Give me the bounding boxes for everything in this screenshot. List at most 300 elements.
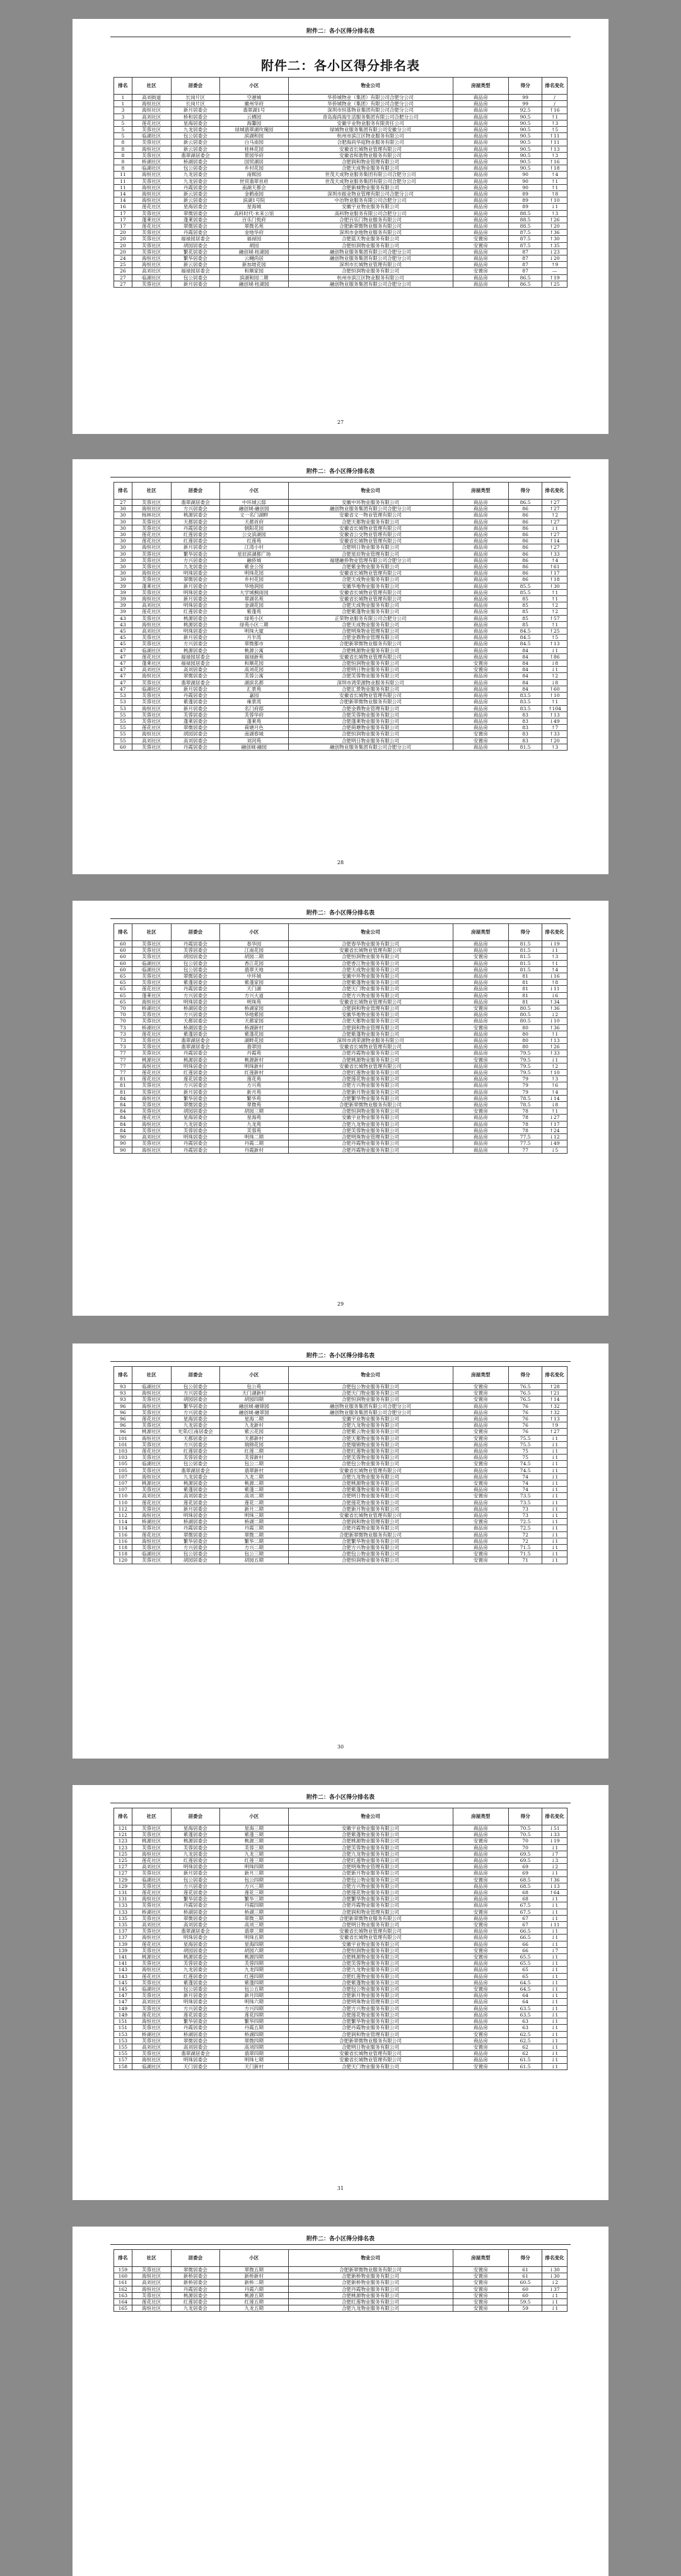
housing-type-cell: 商品房	[453, 686, 508, 692]
score-cell: 79	[509, 1082, 542, 1089]
estate-cell: 九龙五期	[220, 2305, 288, 2312]
committee-cell: 高刘居委会	[171, 1493, 219, 1499]
committee-cell: 丹霞居委会	[171, 986, 219, 992]
estate-cell: 蓬莱苑	[220, 718, 288, 724]
property-company-cell: 合肥瑞锦物业服务有限公司	[288, 1441, 453, 1448]
committee-cell: 福禄园居委会	[171, 236, 219, 242]
estate-cell: 桥湖家园	[220, 1005, 288, 1012]
rank-cell: 60	[114, 744, 132, 750]
housing-type-cell: 商品房	[453, 2037, 508, 2044]
committee-cell: 新月居委会	[171, 635, 219, 641]
community-cell: 高刘社区	[132, 1864, 171, 1870]
community-cell: 芙蓉社区	[132, 1557, 171, 1564]
rank-cell: 53	[114, 705, 132, 711]
committee-cell: 方兴居委会	[171, 1545, 219, 1551]
rank-change-cell: ↑57	[542, 615, 568, 621]
property-company-cell: 安徽中环物业服务有限公司	[288, 500, 453, 506]
score-cell: 85.5	[509, 589, 542, 595]
estate-cell: 明珠七期	[220, 2057, 288, 2063]
table-row	[114, 667, 568, 673]
rank-change-cell: ↑34	[542, 998, 568, 1005]
committee-cell: 翠微居委会	[171, 577, 219, 583]
table-row	[114, 268, 568, 274]
committee-cell: 繁华居委会	[171, 2018, 219, 2025]
score-cell: 71	[509, 1557, 542, 1564]
estate-cell: 方兴三期	[220, 1883, 288, 1889]
rank-cell: 30	[114, 518, 132, 525]
score-cell: 69	[509, 1870, 542, 1876]
estate-cell: 瑞锦花园	[220, 1441, 288, 1448]
community-cell: 临湖社区	[132, 274, 171, 281]
column-header: 居委会	[171, 1808, 219, 1825]
rank-change-cell: ↓1	[542, 1973, 568, 1979]
rank-cell: 30	[114, 570, 132, 577]
committee-cell: 包公居委会	[171, 133, 219, 139]
community-cell: 芙蓉社区	[132, 1082, 171, 1089]
score-cell: 83.5	[509, 693, 542, 699]
property-company-cell: 安徽省长城物业管理有限公司	[288, 525, 453, 531]
property-company-cell: 合肥天都物业服务有限公司	[288, 1435, 453, 1441]
estate-cell: 新月苑	[220, 1089, 288, 1095]
community-cell: 海恒社区	[132, 107, 171, 114]
housing-type-cell: 商品房	[453, 1883, 508, 1889]
rank-cell: 65	[114, 980, 132, 986]
estate-cell: 刘河苑	[220, 737, 288, 744]
table-row	[114, 1935, 568, 1941]
score-cell: 63	[509, 2018, 542, 2025]
property-company-cell: 合肥新翠微物业服务有限公司	[288, 641, 453, 647]
table-row	[114, 274, 568, 281]
housing-type-cell: 商品房	[453, 114, 508, 120]
estate-cell: 金鹤南园	[220, 191, 288, 197]
estate-cell: 大学城桐雨园	[220, 589, 288, 595]
estate-cell: 星海苑	[220, 1115, 288, 1121]
column-header: 社区	[132, 78, 171, 95]
housing-type-cell: 安置房	[453, 731, 508, 737]
table-row	[114, 1076, 568, 1082]
housing-type-cell: 商品房	[453, 172, 508, 178]
housing-type-cell: 商品房	[453, 1844, 508, 1851]
rank-change-cell: ↑25	[542, 281, 568, 287]
column-header: 房屋类型	[453, 78, 508, 95]
rank-change-cell: ↓30	[542, 2273, 568, 2280]
score-cell: 81	[509, 973, 542, 980]
rank-cell: 153	[114, 2037, 132, 2044]
community-cell: 临湖社区	[132, 165, 171, 172]
housing-type-cell: 安置房	[453, 1876, 508, 1883]
rank-change-cell: ↓51	[542, 1825, 568, 1832]
housing-type-cell: 商品房	[453, 1012, 508, 1018]
community-cell: 高刘社区	[132, 1999, 171, 2005]
rank-change-cell: ↑18	[542, 165, 568, 172]
estate-cell: 汇景苑	[220, 686, 288, 692]
committee-cell: 翠微居委会	[171, 1531, 219, 1538]
score-cell: 70	[509, 1838, 542, 1844]
rank-change-cell: ↑2	[542, 609, 568, 615]
rank-cell: 30	[114, 564, 132, 570]
committee-cell: 翡翠湖居委会	[171, 679, 219, 686]
score-cell: 79	[509, 1089, 542, 1095]
score-cell: 64	[509, 1999, 542, 2005]
score-cell: 88.5	[509, 210, 542, 216]
estate-cell: 胡园五期	[220, 1557, 288, 1564]
rank-change-cell: ↓1	[542, 1499, 568, 1506]
committee-cell: 天门居委会	[171, 2063, 219, 2070]
committee-cell: 芙蓉居委会	[171, 1127, 219, 1133]
rank-change-cell: ↑9	[542, 1422, 568, 1429]
committee-cell: 丹霞居委会	[171, 525, 219, 531]
table-row	[114, 1896, 568, 1902]
housing-type-cell: 安置房	[453, 1954, 508, 1960]
rank-cell: 11	[114, 184, 132, 190]
table-row	[114, 184, 568, 190]
community-cell: 芙蓉社区	[132, 551, 171, 557]
rank-change-cell: ↓7	[542, 1947, 568, 1953]
committee-cell: 包公居委会	[171, 1461, 219, 1467]
rank-change-cell: ↑4	[542, 1089, 568, 1095]
score-cell: 83	[509, 725, 542, 731]
community-cell: 芙蓉社区	[132, 589, 171, 595]
rank-change-cell: ↑4	[542, 966, 568, 973]
rank-change-cell: ↑1	[542, 596, 568, 602]
rank-cell: 43	[114, 621, 132, 628]
housing-type-cell: 商品房	[453, 679, 508, 686]
property-company-cell: 合肥方兴物业服务有限公司	[288, 992, 453, 998]
score-cell: 79.5	[509, 1063, 542, 1069]
score-cell: 60	[509, 2292, 542, 2298]
committee-cell: 方兴居委会	[171, 1082, 219, 1089]
committee-cell: 翠微居委会	[171, 1915, 219, 1921]
committee-cell: 星海居委会	[171, 120, 219, 126]
committee-cell: 红莲居委会	[171, 609, 219, 615]
table-row	[114, 230, 568, 236]
community-cell: 海恒社区	[132, 621, 171, 628]
ranking-table	[114, 923, 568, 1154]
housing-type-cell: 商品房	[453, 249, 508, 255]
community-cell: 海恒社区	[132, 1538, 171, 1544]
committee-cell: 高刘居委会	[171, 1922, 219, 1928]
housing-type-cell: 商品房	[453, 1858, 508, 1864]
rank-change-cell: ↑13	[542, 146, 568, 152]
document-title: 附件二：各小区得分排名表	[261, 58, 420, 73]
housing-type-cell: 商品房	[453, 1089, 508, 1095]
community-cell: 海恒社区	[132, 1851, 171, 1857]
score-cell: 87.5	[509, 236, 542, 242]
rank-change-cell: /	[542, 101, 568, 107]
community-cell: 蓬莱社区	[132, 216, 171, 223]
score-cell: 84	[509, 686, 542, 692]
housing-type-cell: 商品房	[453, 1960, 508, 1967]
table-row	[114, 1551, 568, 1557]
rank-cell: 84	[114, 1121, 132, 1127]
score-cell: 88.5	[509, 216, 542, 223]
property-company-cell: 合肥金鼎物业管理有限公司	[288, 705, 453, 711]
property-company-cell: 合肥繁华物业服务有限公司	[288, 2018, 453, 2025]
property-company-cell: 安徽宇业物业服务有限公司	[288, 1115, 453, 1121]
page-number: 29	[337, 1301, 344, 1307]
committee-cell: 方兴居委会	[171, 1012, 219, 1018]
community-cell: 芙蓉社区	[132, 1545, 171, 1551]
housing-type-cell: 商品房	[453, 506, 508, 512]
housing-type-cell: 商品房	[453, 1896, 508, 1902]
housing-type-cell: 商品房	[453, 1825, 508, 1832]
property-company-cell: 安徽华地物业服务有限公司	[288, 583, 453, 589]
rank-cell: 20	[114, 230, 132, 236]
score-cell: 74	[509, 1480, 542, 1487]
rank-change-cell: ↓2	[542, 1864, 568, 1870]
committee-cell: 福禄园居委会	[171, 660, 219, 667]
table-row	[114, 236, 568, 242]
rank-cell: 39	[114, 583, 132, 589]
rank-change-cell: ↑36	[542, 1876, 568, 1883]
rank-cell: 103	[114, 1448, 132, 1455]
table-row	[114, 1986, 568, 1993]
community-cell: 芙蓉社区	[132, 1018, 171, 1024]
community-cell: 海恒社区	[132, 1473, 171, 1480]
table-row	[114, 1089, 568, 1095]
housing-type-cell: 商品房	[453, 596, 508, 602]
score-cell: 78	[509, 1115, 542, 1121]
score-cell: 61.5	[509, 2063, 542, 2070]
estate-cell: 天都家园	[220, 1018, 288, 1024]
property-company-cell: 合肥方兴物业服务有限公司	[288, 1082, 453, 1089]
score-cell: 86.5	[509, 500, 542, 506]
estate-cell: 繁华苑	[220, 1095, 288, 1101]
column-header: 得分	[509, 483, 542, 500]
community-cell: 海恒社区	[132, 2018, 171, 2025]
estate-cell: 丹霞四期	[220, 1902, 288, 1909]
housing-type-cell: 商品房	[453, 146, 508, 152]
housing-type-cell: 商品房	[453, 204, 508, 210]
property-company-cell: 合肥汇景物业服务有限公司	[288, 686, 453, 692]
score-cell: 76.5	[509, 1390, 542, 1396]
table-row	[114, 2025, 568, 2031]
rank-cell: 47	[114, 679, 132, 686]
community-cell: 海恒社区	[132, 596, 171, 602]
score-cell: 81.5	[509, 941, 542, 947]
community-cell: 芙蓉社区	[132, 1870, 171, 1876]
property-company-cell: 绿城物业服务集团有限公司安徽分公司	[288, 127, 453, 133]
rank-change-cell: ↑32	[542, 1403, 568, 1409]
table-row	[114, 2063, 568, 2070]
table-row	[114, 1883, 568, 1889]
rank-change-cell: ↓16	[542, 973, 568, 980]
housing-type-cell: 商品房	[453, 262, 508, 268]
committee-cell: 新桥居委会	[171, 2273, 219, 2280]
ranking-table	[114, 77, 568, 288]
community-cell: 海恒社区	[132, 570, 171, 577]
rank-change-cell: ↑1	[542, 589, 568, 595]
community-cell: 海恒社区	[132, 262, 171, 268]
rank-change-cell: ↑8	[542, 980, 568, 986]
housing-type-cell: 商品房	[453, 699, 508, 705]
community-cell: 高刘社区	[132, 2044, 171, 2050]
estate-cell: 和顺花园	[220, 660, 288, 667]
column-header: 物业公司	[288, 78, 453, 95]
property-company-cell: 安徽省长城物业管理有限公司	[288, 1928, 453, 1935]
column-header: 得分	[509, 1808, 542, 1825]
table-row	[114, 1435, 568, 1441]
score-cell: 89	[509, 197, 542, 204]
table-row	[114, 1993, 568, 1999]
score-cell: 59	[509, 2305, 542, 2312]
housing-type-cell: 安置房	[453, 2063, 508, 2070]
property-company-cell: 合肥新月物业服务有限公司	[288, 1506, 453, 1512]
community-cell: 海恒社区	[132, 1063, 171, 1069]
document-page	[73, 459, 608, 874]
score-cell: 73.5	[509, 1499, 542, 1506]
community-cell: 莲花社区	[132, 1973, 171, 1979]
housing-type-cell: 商品房	[453, 1403, 508, 1409]
estate-cell: 丹霞新村	[220, 1147, 288, 1153]
table-row	[114, 1499, 568, 1506]
estate-cell: 天门湖新村	[220, 1390, 288, 1396]
column-header: 排名	[114, 1808, 132, 1825]
property-company-cell: 合肥新桥物业服务有限公司	[288, 2273, 453, 2280]
committee-cell: 翠微居委会	[171, 673, 219, 679]
community-cell: 芙蓉社区	[132, 718, 171, 724]
committee-cell: 天都居委会	[171, 518, 219, 525]
property-company-cell: 合肥恒润物业服务有限公司	[288, 731, 453, 737]
housing-type-cell: 商品房	[453, 165, 508, 172]
rank-cell: 131	[114, 1896, 132, 1902]
score-cell: 70.5	[509, 1825, 542, 1832]
rank-change-cell: ↑13	[542, 1416, 568, 1422]
community-cell: 桃源社区	[132, 1838, 171, 1844]
committee-cell: 蓬莱居委会	[171, 718, 219, 724]
score-cell: 79.5	[509, 1050, 542, 1057]
rank-cell: 55	[114, 725, 132, 731]
committee-cell: 九龙居委会	[171, 172, 219, 178]
rank-change-cell: ↓1	[542, 1513, 568, 1519]
estate-cell: 翠微都市	[220, 641, 288, 647]
table-row	[114, 506, 568, 512]
score-cell: 83	[509, 718, 542, 724]
page-header: 附件二：各小区得分排名表	[110, 1351, 571, 1362]
column-header: 小区	[220, 483, 288, 500]
estate-cell: 明珠二期	[220, 1134, 288, 1140]
property-company-cell: 合肥新翠微物业服务有限公司	[288, 223, 453, 230]
rank-change-cell: ↓37	[542, 2286, 568, 2292]
table-row	[114, 641, 568, 647]
committee-cell: 繁华居委会	[171, 255, 219, 262]
rank-cell: 165	[114, 2305, 132, 2312]
rank-change-cell: ↓30	[542, 2267, 568, 2273]
estate-cell: 星海二期	[220, 1416, 288, 1422]
table-row	[114, 2051, 568, 2057]
property-company-cell: 合肥芙蓉物业服务有限公司	[288, 1844, 453, 1851]
estate-cell: 乡村花园	[220, 165, 288, 172]
property-company-cell: 深圳市金地物业服务有限公司	[288, 230, 453, 236]
score-cell: 85	[509, 596, 542, 602]
rank-cell: 121	[114, 1832, 132, 1838]
document-page	[73, 19, 608, 434]
rank-cell: 8	[114, 159, 132, 165]
table-row	[114, 191, 568, 197]
rank-cell: 96	[114, 1416, 132, 1422]
housing-type-cell: 商品房	[453, 1525, 508, 1531]
rank-change-cell: ↑7	[542, 725, 568, 731]
property-company-cell: 杭州市滨江区物业服务有限公司	[288, 274, 453, 281]
committee-cell: 桃源居委会	[171, 1057, 219, 1063]
table-row	[114, 570, 568, 577]
community-cell: 芙蓉社区	[132, 947, 171, 954]
rank-cell: 158	[114, 2063, 132, 2070]
committee-cell: 九龙居委会	[171, 2305, 219, 2312]
property-company-cell: 深圳市鸿荣源物业服务有限公司	[288, 679, 453, 686]
score-cell: 86	[509, 551, 542, 557]
property-company-cell: 深圳市鸿荣源物业服务有限公司	[288, 1038, 453, 1044]
committee-cell: 紫蓬居委会	[171, 699, 219, 705]
table-row	[114, 1915, 568, 1921]
property-company-cell: 合肥星辰物业管理有限公司	[288, 551, 453, 557]
score-cell: 84.5	[509, 628, 542, 635]
rank-change-cell: ↑17	[542, 1121, 568, 1127]
housing-type-cell: 安置房	[453, 2299, 508, 2305]
property-company-cell: 合肥芙蓉物业服务有限公司	[288, 711, 453, 718]
rank-cell: 157	[114, 2057, 132, 2063]
property-company-cell: 合肥九龙物业服务有限公司	[288, 1473, 453, 1480]
rank-change-cell: ↑30	[542, 583, 568, 589]
property-company-cell: 合肥明珠物业管理有限公司	[288, 1134, 453, 1140]
rank-cell: 65	[114, 986, 132, 992]
rank-change-cell: ↓1	[542, 1057, 568, 1063]
rank-change-cell: ↓49	[542, 718, 568, 724]
rank-change-cell: ↑32	[542, 1409, 568, 1415]
estate-cell: 融创城·融园	[220, 744, 288, 750]
table-header-row	[114, 1808, 568, 1825]
score-cell: 75.5	[509, 1441, 542, 1448]
committee-cell: 方兴居委会	[171, 641, 219, 647]
property-company-cell: 深圳市长城物业管理有限公司	[288, 262, 453, 268]
housing-type-cell: 商品房	[453, 133, 508, 139]
rank-cell: 143	[114, 1967, 132, 1973]
table-row	[114, 1922, 568, 1928]
estate-cell: 丹霞二期	[220, 1140, 288, 1147]
estate-cell: 方兴四期	[220, 2005, 288, 2011]
rank-change-cell: ↑3	[542, 1076, 568, 1082]
community-cell: 芙蓉社区	[132, 1050, 171, 1057]
rank-change-cell: ↓1	[542, 1538, 568, 1544]
community-cell: 芙蓉社区	[132, 1422, 171, 1429]
rank-cell: 30	[114, 506, 132, 512]
table-row	[114, 146, 568, 152]
committee-cell: 新月居委会	[171, 1089, 219, 1095]
community-cell: 高刘社区	[132, 114, 171, 120]
property-company-cell: 安徽省文一物业管理有限公司	[288, 512, 453, 518]
committee-cell: 九龙居委会	[171, 127, 219, 133]
estate-cell: 华地润园	[220, 583, 288, 589]
housing-type-cell: 商品房	[453, 1941, 508, 1947]
table-row	[114, 281, 568, 287]
committee-cell: 翡翠湖居委会	[171, 500, 219, 506]
committee-cell: 明珠居委会	[171, 1063, 219, 1069]
committee-cell: 桥和居委会	[171, 114, 219, 120]
property-company-cell: 合肥明珠物业管理有限公司	[288, 1864, 453, 1870]
estate-cell: 红莲五期	[220, 2299, 288, 2305]
column-header: 排名变化	[542, 1808, 568, 1825]
estate-cell: 九龙苑	[220, 1121, 288, 1127]
table-row	[114, 725, 568, 731]
housing-type-cell: 安置房	[453, 1551, 508, 1557]
committee-cell: 方兴居委会	[171, 992, 219, 998]
score-cell: 76.5	[509, 1384, 542, 1390]
score-cell: 89	[509, 204, 542, 210]
committee-cell: 红莲居委会	[171, 1070, 219, 1076]
committee-cell: 明珠居委会	[171, 570, 219, 577]
committee-cell: 明珠居委会	[171, 998, 219, 1005]
rank-cell: 60	[114, 941, 132, 947]
